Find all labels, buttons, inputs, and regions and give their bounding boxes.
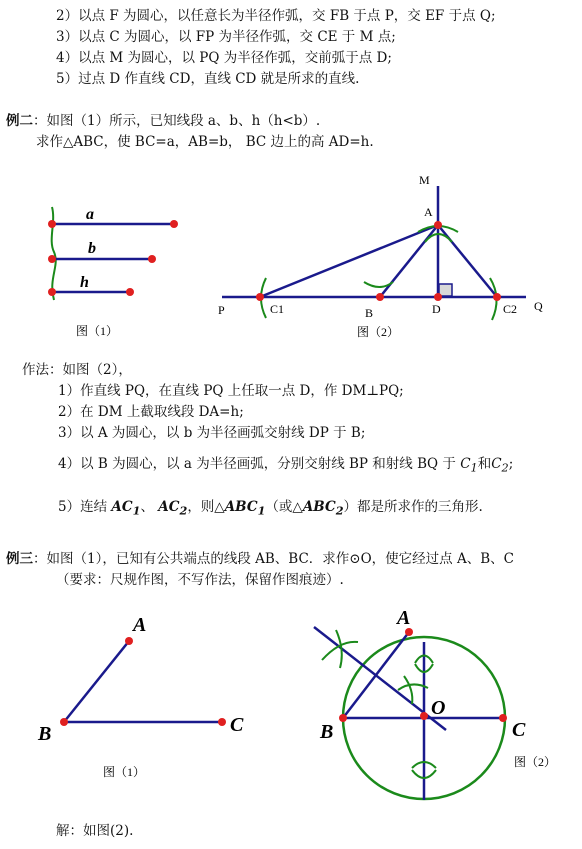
label-b: b xyxy=(88,240,96,257)
label-a: a xyxy=(86,206,94,223)
label-C: C xyxy=(512,719,526,741)
example-3-task: ：如图（1），已知有公共端点的线段 AB、BC．求作⊙O，使它经过点 A、B、C xyxy=(33,551,514,567)
point-C xyxy=(499,714,507,722)
example-2-given: ：如图（1）所示，已知线段 a、b、h（h<b）. xyxy=(33,113,321,129)
symbol-C2: $C_2$ xyxy=(491,456,509,475)
label-M: M xyxy=(419,173,430,187)
label-B: B xyxy=(38,723,52,745)
step-5-end: ）都是所求作的三角形. xyxy=(343,499,483,515)
symbol-ABC2: $ABC_2$ xyxy=(302,499,344,518)
step-4-text: 4）以 B 为圆心，以 a 为半径画弧，分别交射线 BP 和射线 BQ 于 xyxy=(58,456,456,472)
figure-caption: 图（2） xyxy=(357,325,400,339)
symbol-ABC1: $ABC_1$ xyxy=(224,499,266,518)
step-5-text: 5）连结 xyxy=(58,499,108,515)
solution-text: 解：如图(2). xyxy=(56,823,134,839)
point-A xyxy=(405,628,413,636)
figure-caption: 图（1） xyxy=(103,765,146,779)
label-O: O xyxy=(431,697,446,719)
symbol-C1: $C_1$ xyxy=(460,456,478,475)
method-step-3: 3）以 A 为圆心，以 b 为半径画弧交射线 DP 于 B; xyxy=(58,425,366,441)
method-title: 作法：如图（2）， xyxy=(22,362,132,378)
step-4-end: ; xyxy=(508,456,514,472)
label-h: h xyxy=(80,274,89,291)
label-C2: C2 xyxy=(503,302,518,316)
step-3: 3）以点 C 为圆心，以 FP 为半径作弧，交 CE 于 M 点; xyxy=(56,29,396,45)
method-step-1: 1）作直线 PQ，在直线 PQ 上任取一点 D，作 DM⊥PQ; xyxy=(58,383,404,399)
figure-caption: 图（2） xyxy=(514,755,557,769)
example-3-requirement: （要求：尺规作图，不写作法，保留作图痕迹）. xyxy=(56,572,344,588)
label-Q: Q xyxy=(534,299,543,313)
step-2: 2）以点 F 为圆心，以任意长为半径作弧，交 FB 于点 P，交 EF 于点 Q; xyxy=(56,8,496,24)
label-D: D xyxy=(432,302,441,316)
label-C1: C1 xyxy=(270,302,285,316)
label-B: B xyxy=(365,306,374,320)
label-B: B xyxy=(320,721,334,743)
example-2-label: 例二 xyxy=(6,113,33,129)
label-A: A xyxy=(397,607,411,629)
arc-mark xyxy=(336,630,342,668)
step-4: 4）以点 M 为圆心，以 PQ 为半径作弧，交前弧于点 D; xyxy=(56,50,392,66)
point-O xyxy=(420,712,428,720)
step-5-or: （或△ xyxy=(265,499,303,515)
method-step-2: 2）在 DM 上截取线段 DA=h; xyxy=(58,404,244,420)
label-P: P xyxy=(218,303,225,317)
label-A: A xyxy=(133,614,147,636)
symbol-AC2: $AC_2$ xyxy=(158,499,188,518)
step-5-then: ，则△ xyxy=(187,499,225,515)
point-B xyxy=(339,714,347,722)
example-3-label: 例三 xyxy=(6,551,33,567)
example-2-task: 求作△ABC，使 BC=a，AB=b， BC 边上的高 AD=h. xyxy=(36,134,374,150)
label-C: C xyxy=(230,714,244,736)
label-A: A xyxy=(424,205,433,219)
symbol-AC1: $AC_1$ xyxy=(111,499,141,518)
figure-caption: 图（1） xyxy=(76,324,119,338)
step-5: 5）过点 D 作直线 CD，直线 CD 就是所求的直线. xyxy=(56,71,360,87)
step-4-and: 和 xyxy=(477,456,492,472)
step-5-sep: 、 xyxy=(140,499,154,515)
